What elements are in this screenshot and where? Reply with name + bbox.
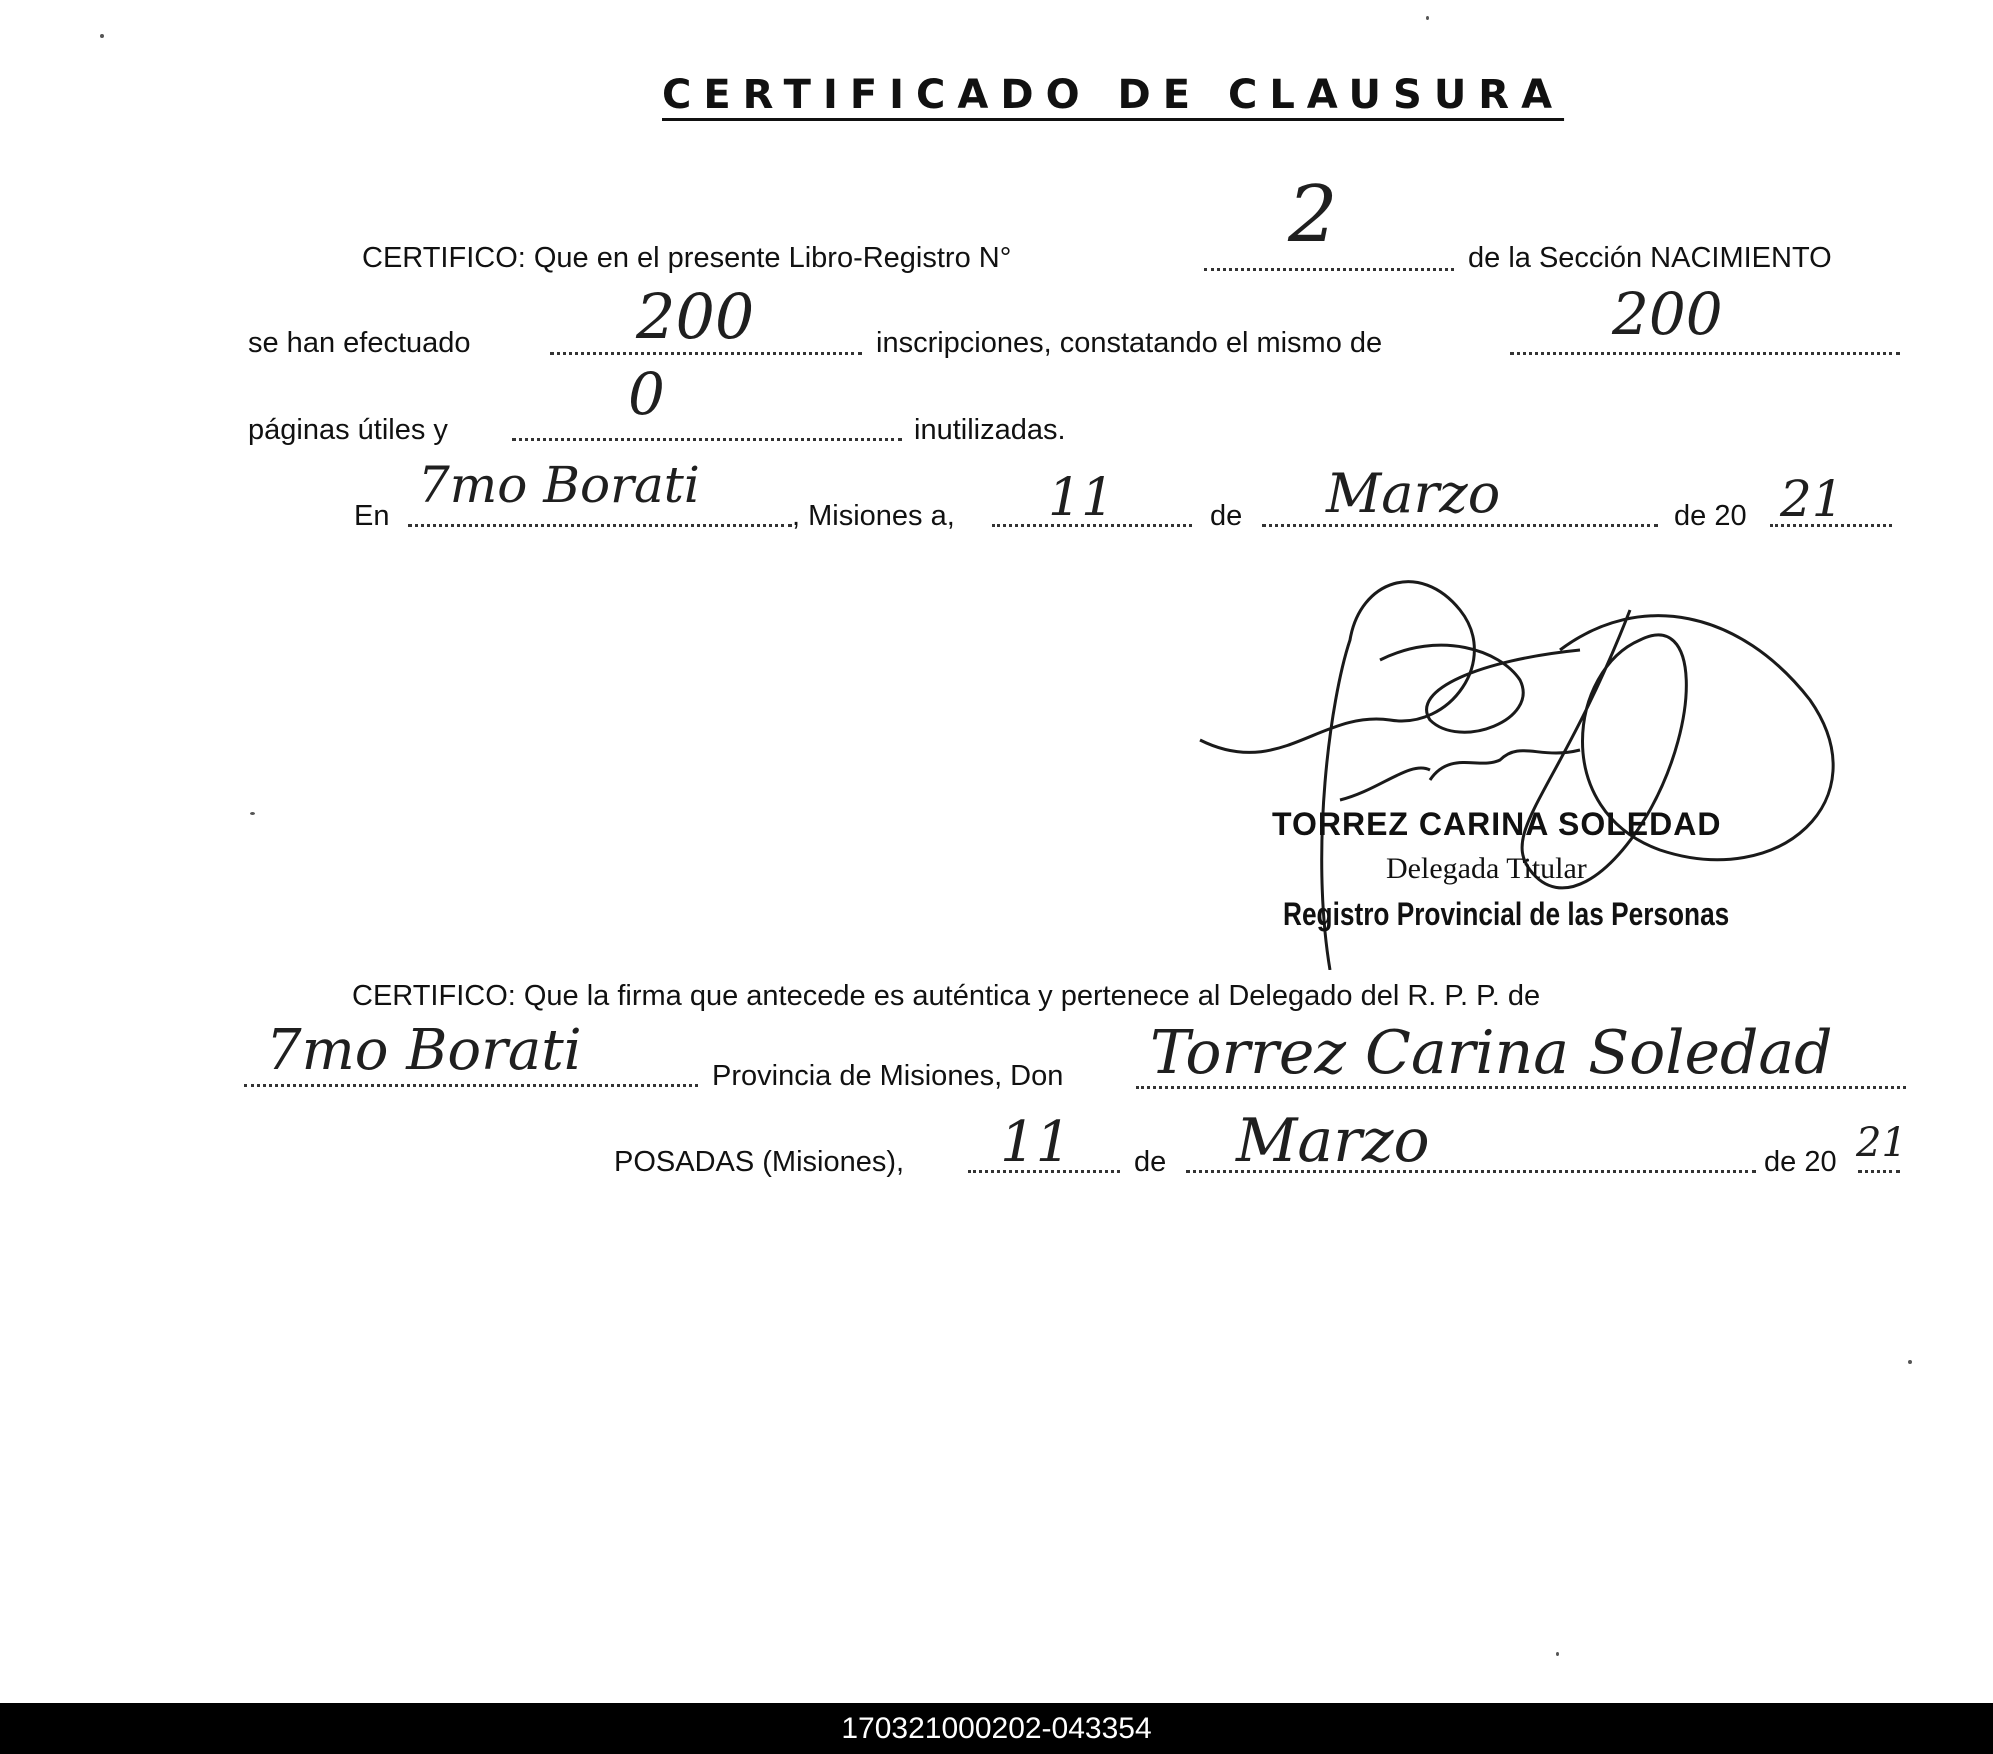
year-handwritten-2: 21 (1856, 1120, 1907, 1166)
line7-dots-year (1858, 1170, 1900, 1173)
line4-dots-place (408, 524, 792, 527)
line6-middle: Provincia de Misiones, Don (712, 1060, 1064, 1092)
scan-speck (1556, 1652, 1559, 1656)
stamp-role: Delegada Titular (1386, 852, 1587, 885)
person-name-handwritten: Torrez Carina Soledad (1150, 1018, 1833, 1088)
line4-misiones: , Misiones a, (792, 500, 955, 532)
document-code-bar (0, 1703, 1993, 1754)
month-handwritten: Marzo (1326, 462, 1501, 525)
line3-dots (512, 438, 902, 441)
book-number-handwritten: 2 (1288, 170, 1338, 260)
day-handwritten-2: 11 (1000, 1110, 1072, 1175)
line5-text: CERTIFICO: Que la firma que antecede es auténtica y pertenece al Delegado del R. P. P. de (352, 980, 1541, 1012)
certificate-title: CERTIFICADO DE CLAUSURA (662, 72, 1565, 118)
line7-de-year: de 20 (1764, 1146, 1837, 1178)
scan-speck (100, 34, 104, 38)
line4-en: En (354, 500, 390, 532)
place-handwritten: 7mo Borati (418, 456, 700, 514)
month-handwritten-2: Marzo (1236, 1106, 1430, 1176)
line4-de-year: de 20 (1674, 500, 1747, 532)
day-handwritten: 11 (1048, 468, 1115, 528)
line1-dots (1204, 268, 1454, 271)
place-handwritten-2: 7mo Borati (266, 1018, 582, 1083)
line1-prefix: CERTIFICO: Que en el presente Libro-Registro N° (362, 242, 1012, 274)
line1-suffix: de la Sección NACIMIENTO (1468, 242, 1832, 274)
line2-dots-b (1510, 352, 1900, 355)
document-code: 170321000202-043354 (841, 1712, 1152, 1745)
scan-speck (1908, 1360, 1912, 1364)
line7-de: de (1134, 1146, 1167, 1178)
line2-prefix: se han efectuado (248, 327, 471, 359)
line7-prefix: POSADAS (Misiones), (614, 1146, 905, 1178)
inscriptions-handwritten: 200 (636, 280, 755, 353)
stamp-organization: Registro Provincial de las Personas (1283, 896, 1730, 932)
scan-speck (1426, 16, 1429, 20)
line6-dots-place (244, 1084, 698, 1087)
line2-middle: inscripciones, constatando el mismo de (876, 327, 1383, 359)
line3-prefix: páginas útiles y (248, 414, 448, 446)
stamp-name: TORREZ CARINA SOLEDAD (1272, 806, 1722, 842)
scan-speck (250, 812, 255, 815)
year-handwritten: 21 (1780, 470, 1844, 528)
unused-pages-handwritten: 0 (628, 360, 665, 428)
line3-suffix: inutilizadas. (914, 414, 1066, 446)
line4-de: de (1210, 500, 1243, 532)
pages-handwritten: 200 (1612, 280, 1723, 348)
